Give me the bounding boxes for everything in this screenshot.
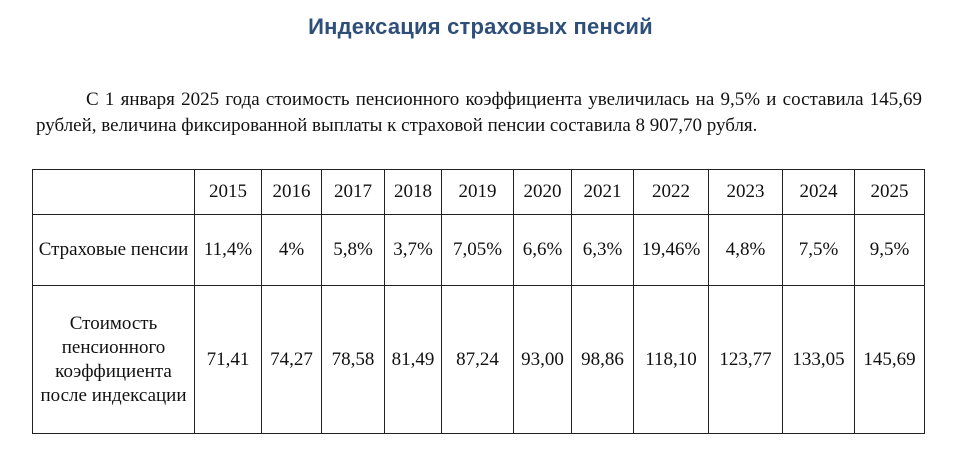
year-header-2015: 2015 [195, 170, 262, 215]
table-cell: 7,05% [442, 215, 514, 286]
year-header-2025: 2025 [855, 170, 925, 215]
table-cell: 6,6% [514, 215, 572, 286]
intro-paragraph: С 1 января 2025 года стоимость пенсионного коэффициента увеличилась на 9,5% и составила 145,69 рублей, величина фиксированной выплаты к страховой пенсии составила 8 907,70 рубля. [36, 89, 922, 136]
table-cell: 98,86 [572, 286, 634, 434]
table-corner-cell [33, 170, 195, 215]
table-row-pension-indexation [33, 215, 925, 286]
table-cell: 74,27 [262, 286, 322, 434]
row-label-coefficient: Стоимость пенсионного коэффициента после индексации [33, 286, 195, 434]
table-cell: 87,24 [442, 286, 514, 434]
table-cell: 9,5% [855, 215, 925, 286]
table-cell: 5,8% [322, 215, 385, 286]
table-cell: 118,10 [634, 286, 709, 434]
year-header-2017: 2017 [322, 170, 385, 215]
year-header-2024: 2024 [783, 170, 855, 215]
pension-indexation-table [32, 169, 925, 434]
table-cell: 11,4% [195, 215, 262, 286]
table-cell: 145,69 [855, 286, 925, 434]
table-cell: 3,7% [385, 215, 442, 286]
table-cell: 81,49 [385, 286, 442, 434]
year-header-2022: 2022 [634, 170, 709, 215]
year-header-2020: 2020 [514, 170, 572, 215]
table-cell: 133,05 [783, 286, 855, 434]
year-header-2018: 2018 [385, 170, 442, 215]
table-cell: 4% [262, 215, 322, 286]
year-header-2019: 2019 [442, 170, 514, 215]
table-cell: 123,77 [709, 286, 783, 434]
table-row-pension-coefficient [33, 286, 925, 434]
row-label-pensions: Страховые пенсии [33, 215, 195, 286]
page-title: Индексация страховых пенсий [308, 14, 653, 39]
table-cell: 6,3% [572, 215, 634, 286]
table-header-row [33, 170, 925, 215]
table-cell: 71,41 [195, 286, 262, 434]
table-cell: 7,5% [783, 215, 855, 286]
table-cell: 4,8% [709, 215, 783, 286]
year-header-2023: 2023 [709, 170, 783, 215]
table-cell: 93,00 [514, 286, 572, 434]
table-cell: 19,46% [634, 215, 709, 286]
year-header-2016: 2016 [262, 170, 322, 215]
year-header-2021: 2021 [572, 170, 634, 215]
table-cell: 78,58 [322, 286, 385, 434]
